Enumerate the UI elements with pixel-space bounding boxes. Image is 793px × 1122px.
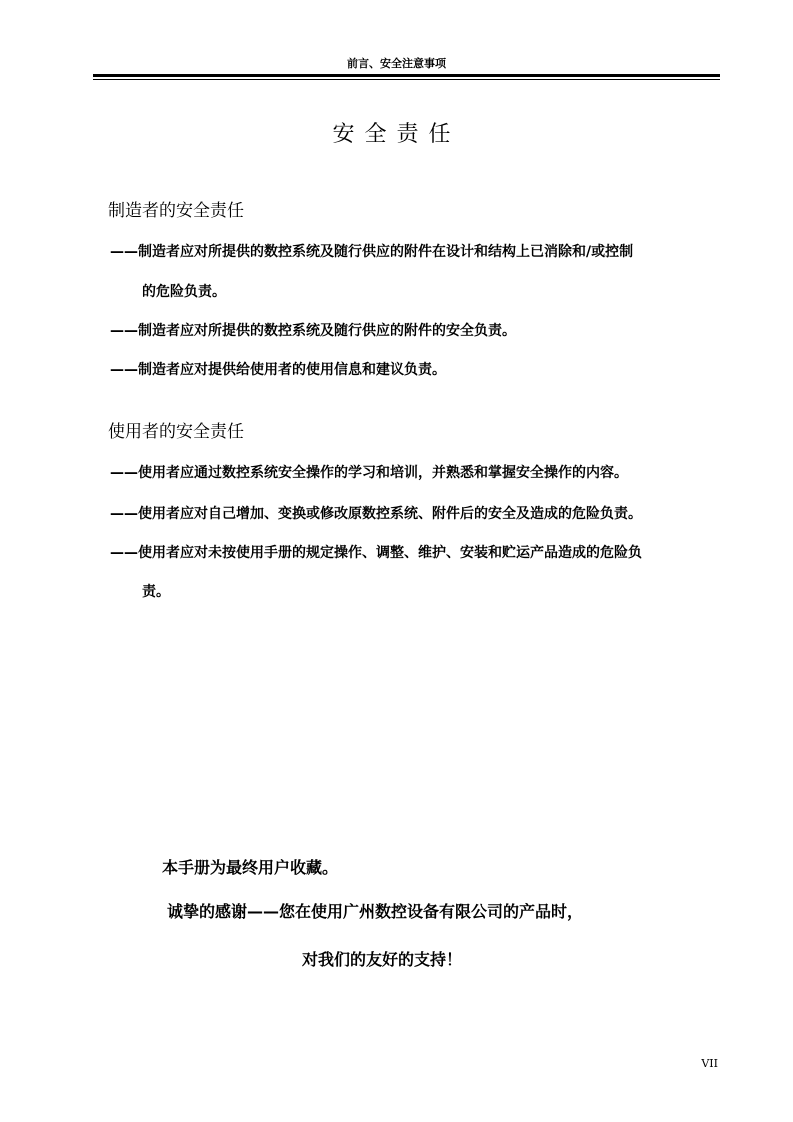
page-number: VII <box>701 1057 718 1070</box>
header-rule-thick <box>93 74 720 77</box>
header-title: 前言、安全注意事项 <box>347 57 446 70</box>
user-item-3-continuation: 责。 <box>142 584 170 600</box>
page-title: 安全责任 <box>332 122 461 147</box>
user-item-1: ——使用者应通过数控系统安全操作的学习和培训，并熟悉和掌握安全操作的内容。 <box>110 465 628 481</box>
user-item-2: ——使用者应对自己增加、变换或修改原数控系统、附件后的安全及造成的危险负责。 <box>110 506 642 522</box>
user-item-3: ——使用者应对未按使用手册的规定操作、调整、维护、安装和贮运产品造成的危险负 <box>110 545 642 561</box>
closing-line-3: 对我们的友好的支持！ <box>302 950 463 969</box>
manufacturer-item-1: ——制造者应对所提供的数控系统及随行供应的附件在设计和结构上已消除和/或控制 <box>110 244 634 260</box>
user-heading: 使用者的安全责任 <box>108 422 244 442</box>
manufacturer-item-3: ——制造者应对提供给使用者的使用信息和建议负责。 <box>110 362 446 378</box>
manufacturer-heading: 制造者的安全责任 <box>108 201 244 221</box>
manufacturer-item-1-continuation: 的危险负责。 <box>142 284 226 300</box>
closing-line-1: 本手册为最终用户收藏。 <box>162 858 339 877</box>
header-rule-thin <box>93 79 720 80</box>
manufacturer-item-2: ——制造者应对所提供的数控系统及随行供应的附件的安全负责。 <box>110 323 516 339</box>
closing-line-2: 诚挚的感谢——您在使用广州数控设备有限公司的产品时， <box>167 902 584 921</box>
